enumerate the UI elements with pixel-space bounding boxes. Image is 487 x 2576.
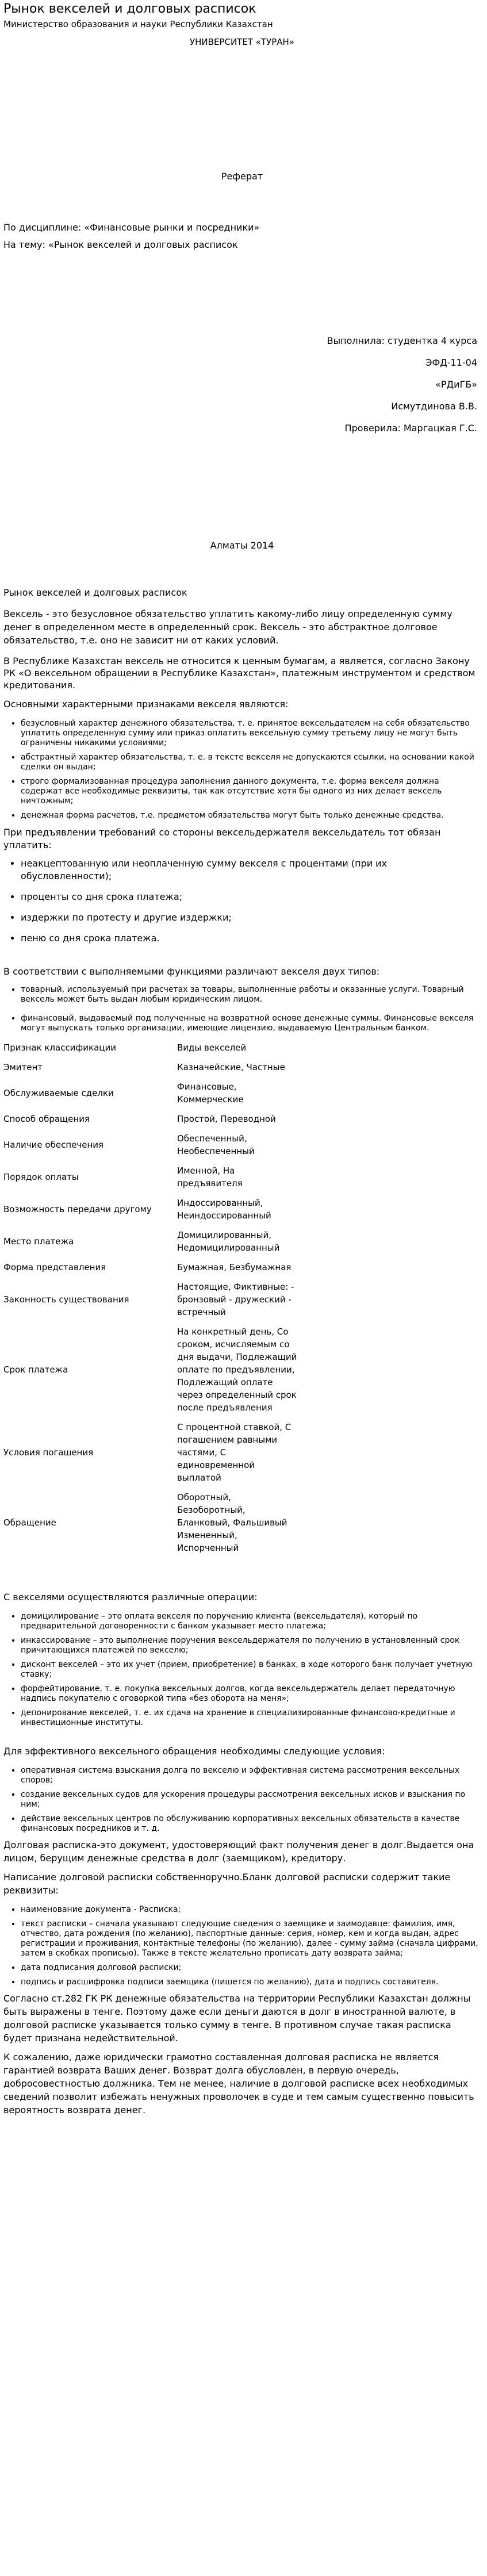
list-item: • проценты со дня срока платежа; [21,891,481,903]
table-cell: Обслуживаемые сделки [3,1088,114,1098]
receipt-definition: Долговая расписка-это документ, удостоверяющий факт получения денег в долг.Выдается она лицом, берущим денежные средства в долг (заемщиком), кредитору. [3,1839,474,1864]
list-item: • строго формализованная процедура заполнения данного документа, т.е. форма векселя должна содержат все необходимые реквизиты, так как отсутствие хотя бы одного из них делает вексель ничтожным; [21,777,481,806]
list-item: • товарный, используемый при расчетах за товары, выполненные работы и оказанные услуги. Товарный вексель может быть выдан любым юридическим лицом. [21,985,481,1005]
table-row [3,1277,298,1322]
table-cell: Возможность передачи другому [3,1204,152,1214]
university-line: УНИВЕРСИТЕТ «ТУРАН» [190,37,294,47]
table-row [3,1488,298,1558]
list-item: • действие вексельных центров по обслуживанию корпоративных вексельных обязательств в качестве финансовых посредников и т. д. [21,1814,481,1834]
conditions-list [3,1766,481,1834]
table-cell: Форма представления [3,1262,106,1272]
list-item: • форфейтирование, т. е. покупка вексельных долгов, когда вексельдержатель делает передаточную надпись покупателю с оговоркой типа «без оборота на меня»; [21,1684,481,1704]
table-cell: Бумажная, Безбумажная [177,1262,292,1272]
org-line: «РДиГБ» [435,379,477,390]
document-title: Рынок векселей и долговых расписок [3,2,256,16]
discipline-line: По дисциплине: «Финансовые рынки и посредники» [3,222,260,233]
closing-paragraph: К сожалению, даже юридически грамотно составленная долговая расписка не является гарантией возврата Ваших денег. Возврат долга обусловлен, в первую очередь, добросовестностью должника. Тем не менее, наличие в долговой расписке всех необходимых сведений позволит избежать ненужных проволочек в суде и тем самым существенно повысить вероятность возврата денег. [3,2052,474,2115]
column-header: Виды векселей [177,1042,247,1053]
table-cell: Условия погашения [3,1447,94,1458]
operations-intro: С векселями осуществляются различные операции: [3,1592,258,1603]
table-cell: Обеспеченный, Необеспеченный [177,1133,255,1156]
classification-table [3,1038,298,1558]
table-cell: Оборотный, Безоборотный, Бланковый, Фальшивый Измененный, Испорченный [177,1492,287,1553]
legal-status-paragraph: В Республике Казахстан вексель не относится к ценным бумагам, а является, согласно Закону РК «О вексельном обращении в Республике Казахстан», платежным инструментом и средством кредитования. [3,656,476,691]
table-row [3,1057,298,1077]
ministry-line: Министерство образования и науки Республики Казахстан [3,19,273,29]
table-cell: На конкретный день, Со сроком, исчисляемым со дня выдачи, Подлежащий оплате по предъявлении, Подлежащий оплате через определенный срок после предъявления [177,1327,297,1413]
operations-list [3,1612,481,1728]
list-item: • денежная форма расчетов, т.е. предметом обязательства могут быть только денежные средства. [21,811,481,821]
list-item: • инкассирование – это выполнение поручения вексельдержателя по получению в установленный срок причитающихся платежей по векселю; [21,1636,481,1655]
currency-paragraph: Согласно ст.282 ГК РК денежные обязательства на территории Республики Казахстан должны быть выражены в тенге. Поэтому даже если деньги даются в долг в иностранной валюте, в долговой расписке указывается только сумму в тенге. В противном случае такая расписка будет признана недействительной. [3,1993,471,2044]
list-item: • текст расписки – сначала указывают следующие сведения о заемщике и заимодавце: фамилия, имя, отчество, дата рождения (по желанию), паспортные данные: серия, номер, кем и когда выдан, адрес регистрации и проживания, контактные телефоны (по желанию), далее - сумму займа (сначала цифрами, затем в скобках прописью). Также в тексте желательно прописать дату возврата займа; [21,1919,481,1958]
conditions-intro: Для эффективного вексельного обращения необходимы следующие условия: [3,1746,385,1757]
list-item: • депонирование векселей, т. е. их сдача на хранение в специализированные финансово-кредитные и инвестиционные институты. [21,1708,481,1728]
table-cell: Именной, На предъявителя [177,1166,243,1189]
features-list [3,719,481,821]
definition-paragraph: Вексель - это безусловное обязательство уплатить какому-либо лицу определенную сумму денег в определенном месте в определенный срок. Вексель - это абстрактное долговое обязательство, т.е. оно не зависит ни от каких условий. [3,608,453,646]
topic-line: На тему: «Рынок векселей и долговых расписок [3,239,238,250]
group-line: ЭФД-11-04 [425,357,477,368]
receipt-requisites-intro: Написание долговой расписки собственноручно.Бланк долговой расписки содержит такие реквизиты: [3,1872,451,1896]
table-row [3,1322,298,1417]
table-cell: С процентной ставкой, С погашением равными частями, С единовременной выплатой [177,1422,292,1483]
list-item: • дата подписания долговой расписки; [21,1963,481,1973]
table-row [3,1225,298,1258]
table-cell: Обращение [3,1517,56,1528]
list-item: • неакцептованную или неоплаченную сумму векселя с процентами (при их обусловленности); [21,857,481,883]
table-row [3,1129,298,1161]
table-cell: Эмитент [3,1062,43,1072]
city-year: Алматы 2014 [210,540,274,551]
table-row [3,1417,298,1488]
list-item: • создание вексельных судов для ускорения процедуры рассмотрения вексельных исков и взыскания по ним; [21,1790,481,1810]
list-item: • абстрактный характер обязательства, т. е. в тексте векселя не допускаются ссылки, на основании какой сделки он выдан; [21,753,481,772]
table-cell: Порядок оплаты [3,1172,79,1182]
requisites-list [3,1905,481,1987]
payments-list [3,857,481,945]
student-name: Исмутдинова В.В. [391,401,477,412]
table-row [3,1258,298,1277]
table-row [3,1193,298,1225]
table-cell: Наличие обеспечения [3,1140,104,1150]
list-item: • оперативная система взыскания долга по векселю и эффективная система рассмотрения вексельных споров; [21,1766,481,1785]
table-cell: Способ обращения [3,1114,90,1124]
table-cell: Индоссированный, Неиндоссированный [177,1198,271,1221]
table-header-row [3,1038,298,1057]
column-header: Признак классификации [3,1042,116,1053]
table-cell: Простой, Переводной [177,1114,276,1124]
body-heading: Рынок векселей и долговых расписок [3,587,187,598]
table-cell: Настоящие, Фиктивные: - бронзовый - дружеский - встречный [177,1282,294,1317]
table-row [3,1077,298,1109]
table-cell: Место платежа [3,1236,74,1247]
list-item: • подпись и расшифровка подписи заемщика (пишется по желанию), дата и подпись составителя. [21,1977,481,1987]
list-item: • пеню со дня срока платежа. [21,932,481,945]
types-intro: В соответствии с выполняемыми функциями различают векселя двух типов: [3,966,380,977]
table-row [3,1161,298,1193]
list-item: • домицилирование – это оплата векселя по поручению клиента (вексельдателя), который по предварительной договоренности с банком указывает место платежа; [21,1612,481,1631]
author-line: Выполнила: студентка 4 курса [327,335,477,346]
types-list [3,985,481,1033]
table-cell: Казначейские, Частные [177,1062,285,1072]
features-intro: Основными характерными признаками векселя являются: [3,699,289,710]
list-item: • финансовый, выдаваемый под полученные на возвратной основе денежные суммы. Финансовые векселя могут выпускать только организации, имеющие лицензию, выдаваемую Центральным банком. [21,1014,481,1033]
table-row [3,1109,298,1129]
list-item: • безусловный характер денежного обязательства, т. е. принятое вексельдателем на себя обязательство уплатить определенную сумму или приказ оплатить вексельную сумму третьему лицу не могут быть ограничены никакими условиями; [21,719,481,748]
table-cell: Домицилированный, Недомицилированный [177,1230,280,1253]
list-item: • издержки по протесту и другие издержки; [21,911,481,924]
author-block [3,335,481,435]
checker-line: Проверила: Маргацкая Г.С. [344,423,477,434]
payments-intro: При предъявлении требований со стороны вексельдержателя вексельдатель тот обязан уплатить: [3,827,441,850]
list-item: • дисконт векселей – это их учет (прием, приобретение) в банках, в ходе которого банк получает учетную ставку; [21,1660,481,1680]
list-item: • наименование документа - Расписка; [21,1905,481,1915]
table-cell: Срок платежа [3,1364,68,1375]
document [3,0,481,2117]
table-cell: Законность существования [3,1294,129,1305]
referat-label: Реферат [221,171,263,182]
table-cell: Финансовые, Коммерческие [177,1082,244,1105]
